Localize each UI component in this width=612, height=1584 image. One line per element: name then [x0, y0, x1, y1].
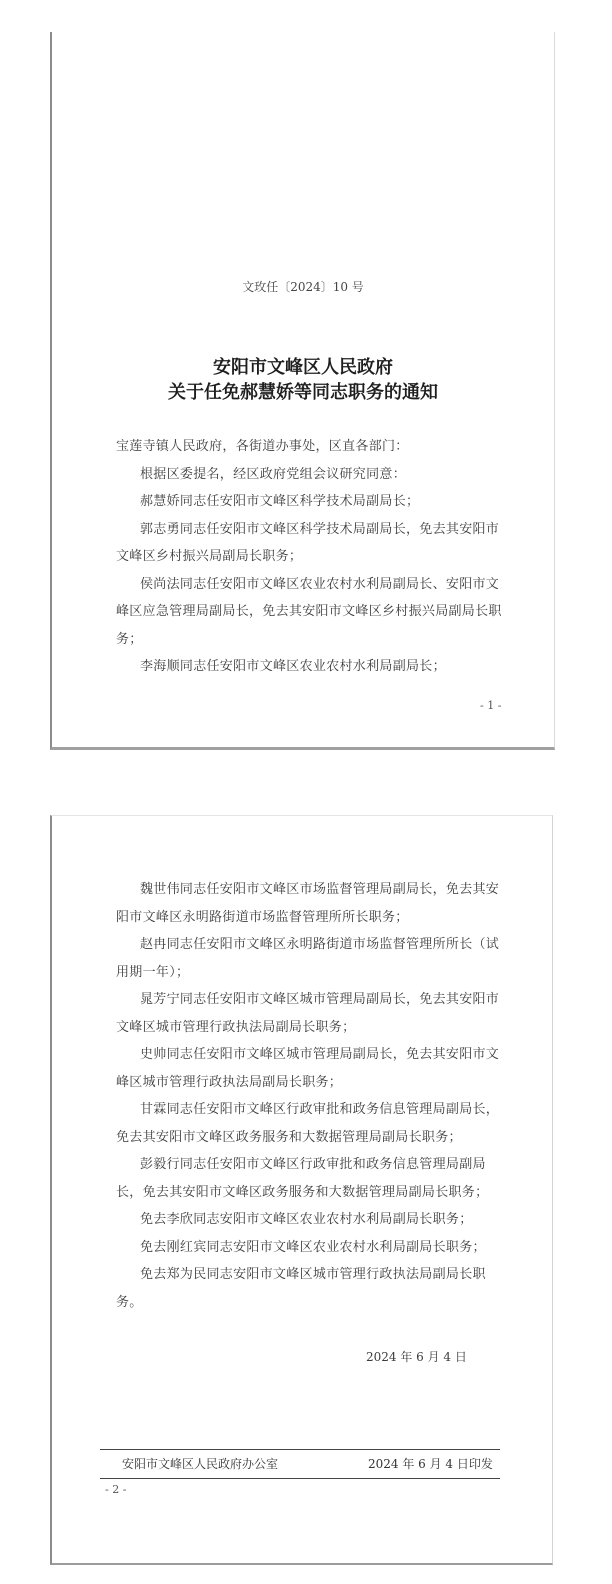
body-line: 峰区城市管理行政执法局副局长职务； — [116, 1074, 343, 1090]
body-line: 峰区应急管理局副局长，免去其安阳市文峰区乡村振兴局副局长职 — [116, 604, 502, 619]
body-line: 晁芳宁同志任安阳市文峰区城市管理局副局长，免去其安阳市 — [140, 992, 500, 1007]
body-line: 阳市文峰区永明路街道市场监督管理所所长职务； — [116, 909, 409, 925]
body-line: 免去郑为民同志安阳市文峰区城市管理行政执法局副局长职 — [140, 1267, 486, 1282]
body-line: 免去刚红宾同志安阳市文峰区农业农村水利局副局长职务； — [140, 1239, 486, 1255]
body-line: 根据区委提名，经区政府党组会议研究同意： — [140, 466, 407, 482]
page-number: - 1 - — [480, 699, 502, 712]
body-line: 免去其安阳市文峰区政务服务和大数据管理局副局长职务； — [116, 1129, 462, 1145]
document-body — [116, 433, 502, 681]
document-title — [52, 355, 554, 405]
signature-date: 2024 年 6 月 4 日 — [366, 1350, 467, 1364]
page-1 — [50, 32, 555, 750]
body-line: 文峰区城市管理行政执法局副局长职务； — [116, 1019, 356, 1035]
footer-issuer: 安阳市文峰区人民政府办公室 — [122, 1457, 279, 1471]
footer-bottom-rule — [100, 1478, 500, 1479]
body-line: 用期一年）； — [116, 964, 190, 980]
title-line: 安阳市文峰区人民政府 — [213, 357, 393, 378]
body-line: 务； — [116, 631, 143, 647]
page-2 — [50, 815, 553, 1565]
footer-top-rule — [100, 1449, 500, 1450]
body-line: 赵冉同志任安阳市文峰区永明路街道市场监督管理所所长（试 — [140, 937, 500, 952]
body-line: 免去李欣同志安阳市文峰区农业农村水利局副局长职务； — [140, 1212, 473, 1227]
body-line: 甘霖同志任安阳市文峰区行政审批和政务信息管理局副局长， — [140, 1102, 500, 1117]
body-line: 彭毅行同志任安阳市文峰区行政审批和政务信息管理局副局 — [140, 1157, 486, 1172]
body-line: 郝慧娇同志任安阳市文峰区科学技术局副局长； — [140, 494, 420, 509]
footer-issue-date: 2024 年 6 月 4 日印发 — [368, 1457, 493, 1471]
body-line: 史帅同志任安阳市文峰区城市管理局副局长，免去其安阳市文 — [140, 1047, 500, 1062]
body-line: 务。 — [116, 1294, 143, 1310]
body-line: 长，免去其安阳市文峰区政务服务和大数据管理局副局长职务； — [116, 1184, 489, 1200]
title-line: 关于任免郝慧娇等同志职务的通知 — [168, 382, 438, 403]
page-number: - 2 - — [105, 1483, 127, 1496]
document-number: 文玫任〔2024〕10 号 — [242, 280, 364, 294]
body-line: 魏世伟同志任安阳市文峰区市场监督管理局副局长，免去其安 — [140, 882, 500, 897]
body-line: 侯尚法同志任安阳市文峰区农业农村水利局副局长、安阳市文 — [140, 576, 500, 592]
salutation: 宝莲寺镇人民政府，各街道办事处，区直各部门： — [116, 439, 409, 454]
body-line: 文峰区乡村振兴局副局长职务； — [116, 549, 303, 564]
body-line: 李海顺同志任安阳市文峰区农业农村水利局副局长； — [140, 659, 446, 674]
document-body — [116, 876, 499, 1316]
body-line: 郭志勇同志任安阳市文峰区科学技术局副局长，免去其安阳市 — [140, 521, 500, 537]
